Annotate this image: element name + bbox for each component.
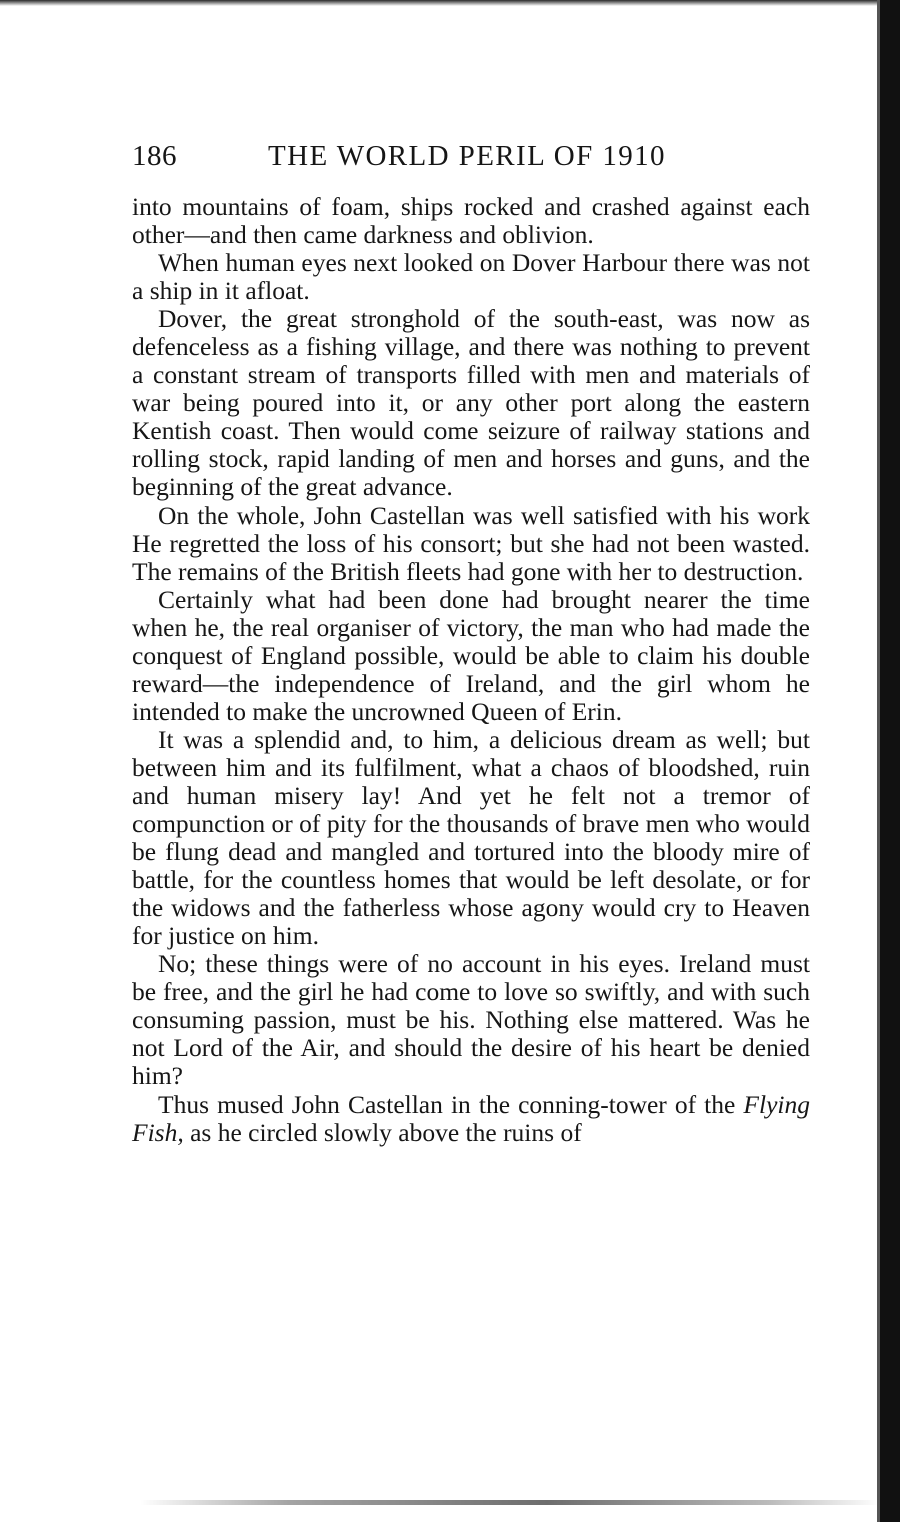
scan-bottom-smudge: [140, 1500, 880, 1505]
paragraph: On the whole, John Castellan was well satisfied with his work He regretted the loss of his consort; but she had not been wasted. The remains of the British fleets had gone with her to destruction.: [132, 500, 810, 586]
ship-name-italic: Flying Fish,: [132, 1089, 810, 1147]
paragraph-last-text-after: as he circled slowly above the ruins of: [183, 1117, 582, 1147]
body-text: [132, 193, 810, 1147]
paragraph: No; these things were of no account in his eyes. Ireland must be free, and the girl he had come to love so swiftly, and with such consuming passion, must be his. Nothing else mattered. Was he not Lord of the Air, and should the desire of his heart be denied him?: [132, 949, 810, 1091]
paragraph: It was a splendid and, to him, a delicious dream as well; but between him and its fulfilment, what a chaos of bloodshed, ruin and human misery lay! And yet he felt not a tremor of compunction or of pity for the thousands of brave men who would be flung dead and mangled and tortured into the bloody mire of battle, for the countless homes that would be left desolate, or for the widows and the fatherless whose agony would cry to Heaven for justice on him.: [132, 724, 810, 951]
paragraph-continued: into mountains of foam, ships rocked and crashed against each other—and then came darkness and oblivion.: [132, 192, 810, 250]
page-number: 186: [132, 140, 177, 172]
paragraph-last: [132, 1091, 810, 1147]
paragraph: Certainly what had been done had brought nearer the time when he, the real organiser of victory, the man who had made the conquest of England possible, would be able to claim his double reward—the independence of Ireland, and the girl whom he intended to make the uncrowned Queen of Erin.: [132, 584, 810, 726]
paragraph: Dover, the great stronghold of the south-east, was now as defenceless as a fishing village, and there was nothing to prevent a constant stream of transports filled with men and materials of war being poured into it, or any other port along the eastern Kentish coast. Then would come seizure of railway stations and rolling stock, rapid landing of men and horses and guns, and the beginning of the great advance.: [132, 304, 810, 502]
scan-right-edge: [880, 0, 900, 1522]
running-title: THE WORLD PERIL OF 1910: [268, 140, 666, 172]
running-head: [132, 140, 812, 176]
scan-top-shadow: [0, 0, 900, 6]
paragraph-last-text-before: Thus mused John Castellan in the conning-tower of the: [158, 1089, 744, 1119]
paragraph: When human eyes next looked on Dover Harbour there was not a ship in it afloat.: [132, 248, 810, 306]
